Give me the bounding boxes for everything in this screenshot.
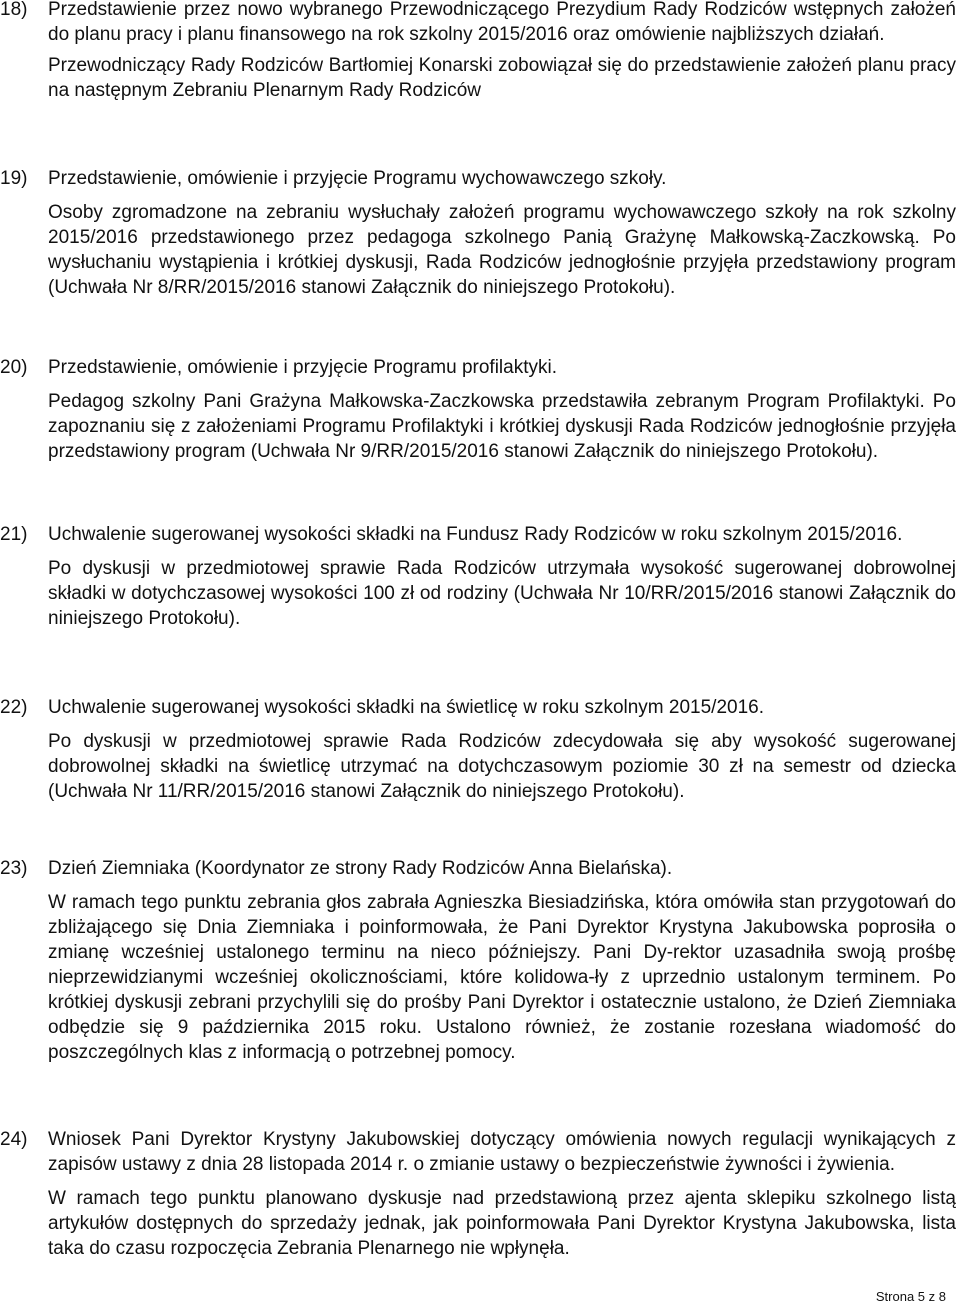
section-heading [0, 695, 960, 720]
section-number: 18) [0, 0, 28, 20]
section-title: Uchwalenie sugerowanej wysokości składki na Fundusz Rady Rodziców w roku szkolnym 2015/2016. [48, 524, 903, 545]
section-title: Przedstawienie, omówienie i przyjęcie Programu profilaktyki. [48, 357, 557, 378]
page-number: Strona 5 z 8 [875, 1289, 946, 1304]
section-body: W ramach tego punktu zebrania głos zabrała Agnieszka Biesiadzińska, która omówiła stan przygotowań do zbliżającego się Dnia Ziemniaka i poinformowała, że Pani Dyrektor Krystyna Jakubowska poprosiła o zmianę wcześniej ustalonego terminu na nieco późniejszy. Pani Dy-rektor uzasadniła swoją prośbę nieprzewidzianymi wcześniej okolicznościami, które kolidowa-ły z uprzednio ustalonym terminem. Po krótkiej dyskusji zebrani przychylili się do prośby Pani Dyrektor i ostatecznie ustalono, że Dzień Ziemniaka odbędzie się 9 października 2015 roku. Ustalono również, że zostanie rozesłana wiadomość do poszczególnych klas z informacją o potrzebnej pomocy. [48, 892, 956, 1063]
section-body: Przewodniczący Rady Rodziców Bartłomiej Konarski zobowiązał się do przedstawienie założeń planu pracy na następnym Zebraniu Plenarnym Rady Rodziców [48, 55, 956, 101]
section-title: Dzień Ziemniaka (Koordynator ze strony Rady Rodziców Anna Bielańska). [48, 858, 673, 879]
section-title: Przedstawienie przez nowo wybranego Przewodniczącego Prezydium Rady Rodziców wstępnych założeń do planu pracy i planu finansowego na rok szkolny 2015/2016 oraz omówienie najbliższych działań. [48, 0, 956, 45]
section-number: 21) [0, 524, 28, 545]
section-number: 24) [0, 1129, 28, 1150]
section-number: 19) [0, 168, 28, 189]
section-heading [0, 355, 960, 380]
section-body: Pedagog szkolny Pani Grażyna Małkowska-Zaczkowska przedstawiła zebranym Program Profilaktyki. Po zapoznaniu się z założeniami Programu Profilaktyki i krótkiej dyskusji Rada Rodziców jednogłośnie przyjęła przedstawiony program (Uchwała Nr 9/RR/2015/2016 stanowi Załącznik do niniejszego Protokołu). [48, 391, 956, 462]
section-heading [0, 166, 960, 191]
section-number: 22) [0, 697, 28, 718]
section-20 [0, 355, 960, 464]
section-title: Przedstawienie, omówienie i przyjęcie Programu wychowawczego szkoły. [48, 168, 667, 189]
section-22 [0, 695, 960, 804]
section-title: Wniosek Pani Dyrektor Krystyny Jakubowskiej dotyczący omówienia nowych regulacji wynikających z zapisów ustawy z dnia 28 listopada 2014 r. o zmianie ustawy o bezpieczeństwie żywności i żywienia. [48, 1129, 956, 1175]
section-heading [0, 0, 960, 47]
section-body: W ramach tego punktu planowano dyskusje nad przedstawioną przez ajenta sklepiku szkolnego listą artykułów dostępnych do sprzedaży jednak, jak poinformowała Pani Dyrektor Krystyna Jakubowska, lista taka do czasu rozpoczęcia Zebrania Plenarnego nie wpłynęła. [48, 1188, 956, 1259]
section-body: Po dyskusji w przedmiotowej sprawie Rada Rodziców zdecydowała się aby wysokość sugerowanej dobrowolnej składki na świetlicę utrzymać na dotychczasowym poziomie 30 zł na semestr od dziecka (Uchwała Nr 11/RR/2015/2016 stanowi Załącznik do niniejszego Protokołu). [48, 731, 956, 802]
section-21 [0, 522, 960, 631]
section-18 [0, 0, 960, 103]
section-24 [0, 1127, 960, 1261]
section-heading [0, 1127, 960, 1177]
section-body: Po dyskusji w przedmiotowej sprawie Rada Rodziców utrzymała wysokość sugerowanej dobrowolnej składki w dotychczasowej wysokości 100 zł od rodziny (Uchwała Nr 10/RR/2015/2016 stanowi Załącznik do niniejszego Protokołu). [48, 558, 956, 629]
section-body: Osoby zgromadzone na zebraniu wysłuchały założeń programu wychowawczego szkoły na rok szkolny 2015/2016 przedstawionego przez pedagoga szkolnego Panią Grażynę Małkowską-Zaczkowską. Po wysłuchaniu wystąpienia i krótkiej dyskusji, Rada Rodziców jednogłośnie przyjęła przedstawiony program (Uchwała Nr 8/RR/2015/2016 stanowi Załącznik do niniejszego Protokołu). [48, 202, 956, 298]
section-heading [0, 522, 960, 547]
section-number: 20) [0, 357, 28, 378]
section-23 [0, 856, 960, 1065]
section-19 [0, 166, 960, 300]
section-heading [0, 856, 960, 881]
section-title: Uchwalenie sugerowanej wysokości składki na świetlicę w roku szkolnym 2015/2016. [48, 697, 765, 718]
section-number: 23) [0, 858, 28, 879]
